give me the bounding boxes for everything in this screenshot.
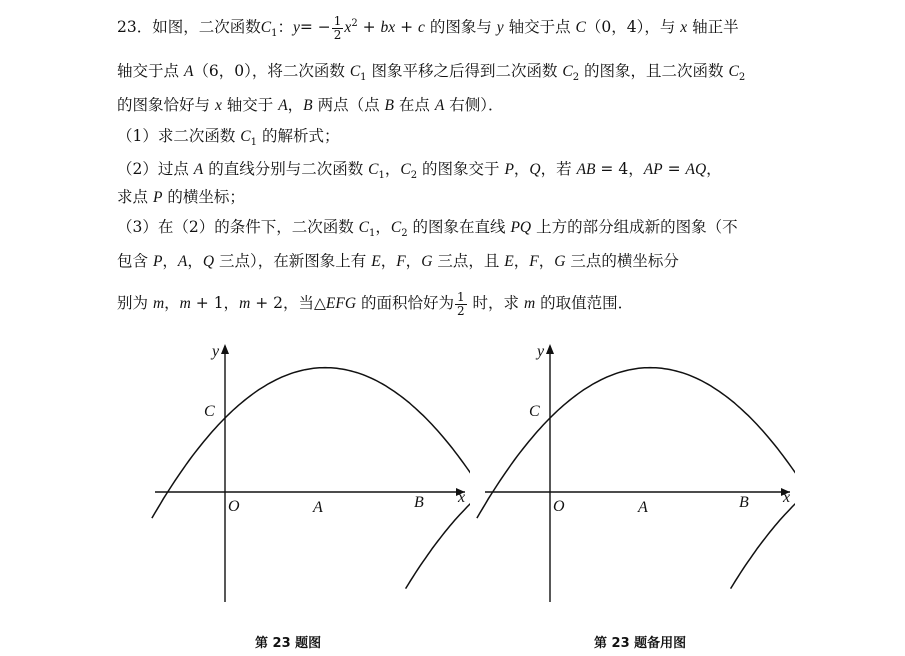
text: ，: [380, 252, 397, 270]
parabola-c1: [152, 368, 470, 610]
figure-spare-caption: 第 23 题备用图: [594, 636, 687, 651]
text: +: [395, 18, 419, 36]
problem-number: 23．: [117, 18, 153, 36]
text: +: [357, 18, 381, 36]
point-q: Q: [529, 161, 541, 178]
subscript: 2: [410, 170, 418, 181]
text: ，: [187, 252, 203, 270]
frac-den: 2: [456, 303, 465, 318]
text: 两点（点: [312, 96, 385, 114]
point-a: A: [278, 97, 288, 114]
var-m: m: [179, 295, 191, 312]
text: 如图，二次函数: [152, 18, 261, 36]
text: （1）求二次函数: [117, 127, 241, 145]
point-b-label: B: [414, 494, 424, 511]
text: 的图象恰好与: [117, 96, 215, 114]
subscript: 2: [572, 72, 580, 83]
var-c2: C: [400, 161, 411, 178]
text: ，若: [540, 160, 577, 178]
point-a: A: [183, 63, 194, 80]
var-c2: C: [562, 63, 573, 80]
text: 图象平移之后得到二次函数: [366, 62, 563, 80]
parabola-c1: [477, 368, 795, 610]
point-b: B: [303, 97, 313, 114]
frac-num: 1: [456, 289, 465, 304]
var-m: m: [523, 295, 536, 312]
point-a-label: A: [313, 499, 323, 516]
origin-label: O: [553, 498, 565, 515]
var-c1: C: [368, 161, 379, 178]
text: 的解析式；: [257, 127, 340, 145]
text: 上方的部分组成新的图象（不: [531, 218, 738, 236]
frac-den: 2: [333, 27, 342, 42]
text: ，: [513, 160, 530, 178]
text: ，: [513, 252, 530, 270]
text: = −: [299, 18, 331, 36]
text: 的图象在直线: [407, 218, 511, 236]
problem-line-3: [117, 92, 503, 118]
segment-ap: AP: [643, 161, 663, 178]
point-p: P: [152, 189, 163, 206]
var-c2: C: [728, 63, 739, 80]
problem-line-6: [117, 184, 245, 210]
var-m: m: [239, 295, 251, 312]
text: 轴交于点: [503, 18, 576, 36]
figure-spare: [475, 340, 795, 610]
text: 求点: [117, 188, 153, 206]
text: 别为: [117, 294, 153, 312]
var-y: y: [496, 19, 504, 36]
var-c1: C: [349, 63, 361, 80]
subscript: 1: [271, 28, 278, 39]
var-c2: C: [390, 219, 402, 236]
text: ，: [405, 252, 422, 270]
point-e: E: [371, 253, 381, 270]
text: ：: [277, 18, 293, 36]
line-pq: PQ: [510, 219, 532, 236]
figure-main-plot: [152, 344, 470, 610]
text: = 4，: [595, 160, 644, 178]
origin-label: O: [228, 498, 240, 515]
figure-main: [150, 340, 470, 610]
x-axis-label: x: [458, 489, 466, 506]
var-x: x: [344, 19, 352, 36]
text: 的面积恰好为: [356, 294, 454, 312]
text: ，: [384, 160, 401, 178]
text: =: [662, 160, 686, 178]
problem-line-5: [117, 156, 722, 182]
text: （0，4），与: [585, 18, 681, 36]
text: 的取值范围．: [535, 294, 634, 312]
text: （6，0），将二次函数: [193, 62, 350, 80]
text: 时，求: [467, 294, 524, 312]
problem-line-8: [117, 248, 679, 274]
problem-line-9: [117, 290, 633, 316]
problem-line-4: [117, 123, 339, 149]
point-a: A: [193, 161, 204, 178]
text: 三点的横坐标分: [565, 252, 679, 270]
point-g: G: [421, 253, 433, 270]
var-c: c: [418, 19, 425, 36]
triangle-efg: EFG: [325, 295, 357, 312]
superscript: 2: [351, 18, 358, 29]
text: 包含: [117, 252, 153, 270]
figure-spare-plot: [477, 344, 795, 610]
x-axis-label: x: [783, 489, 791, 506]
point-g: G: [554, 253, 566, 270]
segment-aq: AQ: [685, 161, 707, 178]
point-c: C: [575, 19, 586, 36]
text: ，: [162, 252, 178, 270]
subscript: 1: [378, 170, 385, 181]
text: 在点: [393, 96, 435, 114]
text: ，: [375, 218, 391, 236]
text: 右侧）．: [444, 96, 504, 114]
var-bx: bx: [380, 19, 396, 36]
y-axis-label: y: [537, 343, 545, 360]
text: 轴交于点: [117, 62, 184, 80]
subscript: 1: [250, 137, 258, 148]
point-f: F: [529, 253, 539, 270]
var-m: m: [152, 295, 165, 312]
text: 的图象与: [424, 18, 497, 36]
text: + 2，当△: [250, 294, 326, 312]
point-a: A: [434, 97, 445, 114]
text: 的横坐标；: [162, 188, 245, 206]
var-x: x: [680, 19, 688, 36]
point-p: P: [504, 161, 514, 178]
fraction-one-half: [332, 15, 344, 42]
point-e: E: [504, 253, 514, 270]
y-axis-arrow-icon: [546, 344, 554, 354]
text: 三点，且: [432, 252, 505, 270]
y-axis-label: y: [212, 343, 220, 360]
text: 的图象交于: [417, 160, 505, 178]
subscript: 2: [738, 72, 746, 83]
text: 轴交于: [221, 96, 279, 114]
segment-ab: AB: [576, 161, 596, 178]
problem-line-7: [117, 214, 738, 240]
text: （2）过点: [117, 160, 194, 178]
figure-main-caption: 第 23 题图: [255, 636, 322, 651]
parabola-c2: [731, 455, 795, 610]
text: 的直线分别与二次函数: [203, 160, 369, 178]
point-p: P: [152, 253, 163, 270]
var-c1: C: [240, 128, 251, 145]
subscript: 1: [360, 72, 367, 83]
point-b-label: B: [739, 494, 749, 511]
point-a: A: [177, 253, 188, 270]
text: （3）在（2）的条件下，二次函数: [117, 218, 359, 236]
var-c1: C: [260, 19, 272, 36]
parabola-c2: [406, 455, 470, 610]
var-y: y: [292, 19, 300, 36]
subscript: 1: [369, 228, 376, 239]
point-c-label: C: [204, 403, 215, 420]
text: 轴正半: [687, 18, 739, 36]
text: 三点），在新图象上有: [214, 252, 372, 270]
text: ，: [538, 252, 555, 270]
text: ，: [706, 160, 722, 178]
point-q: Q: [202, 253, 215, 270]
problem-line-2: [117, 58, 745, 84]
subscript: 2: [401, 228, 408, 239]
point-b: B: [384, 97, 394, 114]
text: 的图象，且二次函数: [579, 62, 729, 80]
var-x: x: [214, 97, 222, 114]
var-c1: C: [358, 219, 369, 236]
text: + 1，: [190, 294, 240, 312]
text: ，: [164, 294, 180, 312]
frac-num: 1: [333, 13, 342, 28]
fraction-one-half: [455, 291, 467, 318]
point-a-label: A: [638, 499, 648, 516]
problem-line-1: [117, 14, 739, 40]
y-axis-arrow-icon: [221, 344, 229, 354]
point-c-label: C: [529, 403, 540, 420]
text: ，: [287, 96, 304, 114]
point-f: F: [396, 253, 406, 270]
